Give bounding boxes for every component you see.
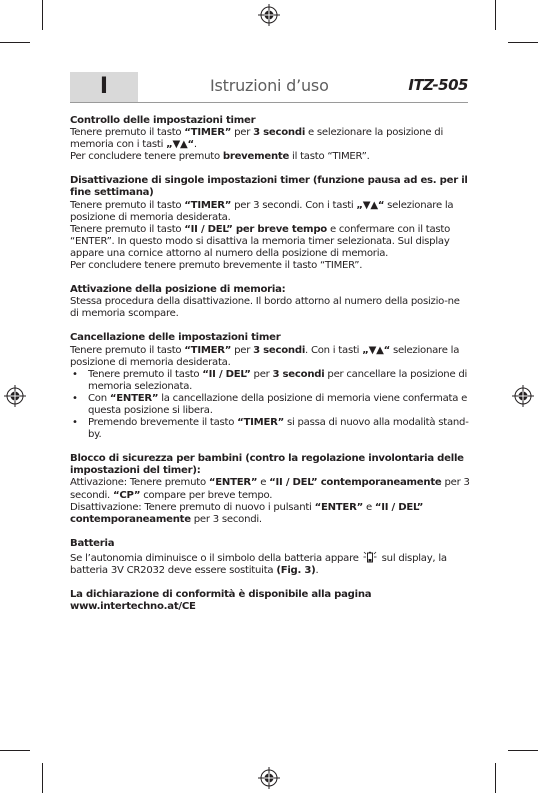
paragraph: Tenere premuto il tasto “TIMER” per 3 secondi e selezionare la posizione di memoria con i tasti „▼▲“.	[70, 127, 444, 151]
crop-mark	[495, 763, 496, 793]
conformity-url[interactable]: www.intertechno.at/CE	[70, 601, 196, 613]
paragraph: Disattivazione: Tenere premuto di nuovo i pulsanti “ENTER” e “II / DEL” contemporaneamente per 3 secondi.	[70, 501, 424, 525]
paragraph: Stessa procedura della disattivazione. Il bordo attorno al numero della posizio-ne di memoria scompare.	[70, 296, 460, 320]
instructions-body	[70, 115, 470, 613]
section-title: Attivazione della posizione di memoria:	[70, 284, 286, 296]
model-number: ITZ-505	[408, 76, 468, 94]
section-title: Blocco di sicurezza per bambini (contro la regolazione involontaria delle impostazioni del timer):	[70, 453, 464, 477]
header-divider	[70, 102, 468, 103]
battery-warning-icon	[363, 550, 377, 564]
page-title: Istruzioni d’uso	[210, 76, 329, 95]
section-timer-deletion	[70, 332, 470, 441]
section-timer-deactivation	[70, 175, 470, 272]
paragraph: Per concludere tenere premuto brevemente il tasto “TIMER”.	[70, 260, 363, 272]
list-item: • Tenere premuto il tasto “II / DEL” per 3 secondi per cancellare la posizione di memoria selezionata.	[70, 369, 470, 393]
paragraph: Se l’autonomia diminuisce o il simbolo della batteria appare sul display, la batteria 3V CR2032 deve essere sostituita (Fig. 3).	[70, 550, 470, 577]
section-child-lock	[70, 453, 470, 526]
registration-mark-icon	[4, 385, 26, 407]
section-battery	[70, 538, 470, 577]
crop-mark	[0, 42, 30, 43]
crop-mark	[42, 0, 43, 30]
paragraph: Per concludere tenere premuto brevemente il tasto “TIMER”.	[70, 151, 370, 163]
crop-mark	[42, 763, 43, 793]
paragraph: Tenere premuto il tasto “TIMER” per 3 secondi. Con i tasti „▼▲“ selezionare la posizione di memoria desiderata.	[70, 344, 460, 368]
paragraph: Tenere premuto il tasto “II / DEL” per breve tempo e confermare con il tasto “ENTER”. In questo modo si disattiva la memoria timer selezionata. Sul display appare una cornice attorno al numero della posizione di memoria.	[70, 223, 451, 259]
section-title: Disattivazione di singole impostazioni timer (funzione pausa ad es. per il fine settimana)	[70, 175, 468, 199]
paragraph: Attivazione: Tenere premuto “ENTER” e “II / DEL” contemporaneamente per 3 secondi. “CP” compare per breve tempo.	[70, 477, 470, 501]
section-conformity	[70, 589, 470, 613]
language-tab: I	[70, 72, 138, 102]
registration-mark-icon	[258, 767, 280, 789]
bullet-list	[70, 369, 470, 442]
page-header	[70, 72, 468, 102]
crop-mark	[508, 750, 538, 751]
registration-mark-icon	[512, 385, 534, 407]
section-timer-check	[70, 115, 470, 163]
section-title: Batteria	[70, 537, 115, 549]
list-item: • Premendo brevemente il tasto “TIMER” si passa di nuovo alla modalità stand-by.	[70, 417, 470, 441]
section-title: Controllo delle impostazioni timer	[70, 115, 256, 126]
conformity-text: La dichiarazione di conformità è disponibile alla pagina	[70, 589, 372, 601]
paragraph: Tenere premuto il tasto “TIMER” per 3 secondi. Con i tasti „▼▲“ selezionare la posizione di memoria desiderata.	[70, 199, 454, 223]
crop-mark	[0, 750, 30, 751]
list-item: • Con “ENTER” la cancellazione della posizione di memoria viene confermata e questa posizione si libera.	[70, 393, 470, 417]
crop-mark	[508, 42, 538, 43]
section-memory-activation	[70, 284, 470, 320]
section-title: Cancellazione delle impostazioni timer	[70, 332, 281, 344]
crop-mark	[495, 0, 496, 30]
registration-mark-icon	[258, 4, 280, 26]
